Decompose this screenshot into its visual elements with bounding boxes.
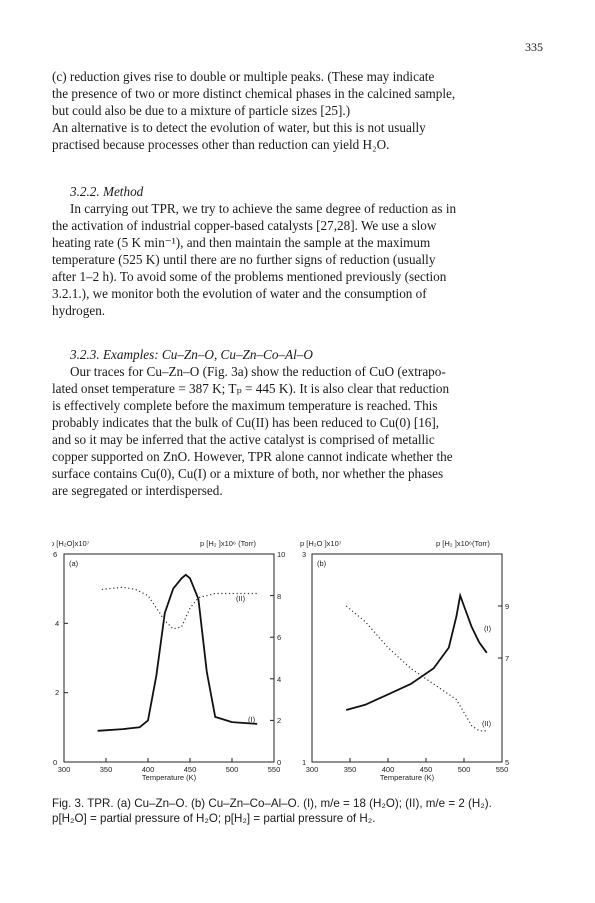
y2-tick-label: 7	[505, 654, 510, 663]
text-line: the presence of two or more distinct chemical phases in the calcined sample,	[52, 86, 456, 101]
x-tick-label: 500	[457, 765, 471, 774]
y-tick-label: 4	[55, 619, 60, 628]
figure-caption	[52, 796, 548, 826]
right-axis-label: p [H₂ ]x10⁶(Torr)	[436, 539, 490, 548]
text-line: heating rate (5 K min⁻¹), and then maintain the sample at the maximum	[52, 235, 431, 250]
text-line: (c) reduction gives rise to double or multiple peaks. (These may indicate	[52, 69, 435, 84]
text-line: but could also be due to a mixture of particle sizes [25].)	[52, 103, 351, 118]
x-tick-label: 350	[99, 765, 113, 774]
text-line: is effectively complete before the maximum temperature is reached. This	[52, 398, 438, 413]
series-line-ii	[346, 606, 487, 731]
panel-b	[300, 539, 509, 782]
text-line: surface contains Cu(0), Cu(I) or a mixture of both, nor whether the phases	[52, 466, 444, 481]
x-tick-label: 300	[305, 765, 319, 774]
text-line: are segregated or interdispersed.	[52, 483, 223, 498]
caption-line: p[H₂O] = partial pressure of H₂O; p[H₂] = partial pressure of H₂.	[52, 812, 376, 825]
figure-3	[52, 536, 552, 796]
x-axis-label: Temperature (K)	[379, 773, 435, 782]
left-axis-label: p [H₂O]x10⁷	[52, 539, 90, 548]
plot-frame	[64, 554, 274, 762]
text-line: and so it may be inferred that the active catalyst is comprised of metallic	[52, 432, 435, 447]
x-tick-label: 450	[419, 765, 433, 774]
x-tick-label: 300	[57, 765, 71, 774]
x-tick-label: 400	[381, 765, 395, 774]
paragraph-block	[52, 68, 548, 153]
series-label-i: (I)	[484, 624, 492, 633]
series-label-ii: (II)	[482, 719, 492, 728]
section-method	[52, 183, 548, 319]
y2-tick-label: 10	[277, 550, 286, 559]
series-line-ii	[102, 587, 257, 629]
y2-tick-label: 4	[277, 675, 282, 684]
x-tick-label: 550	[267, 765, 281, 774]
y2-tick-label: 5	[505, 758, 510, 767]
y-tick-label: 0	[53, 758, 58, 767]
text-line: after 1–2 h). To avoid some of the problems mentioned previously (section	[52, 269, 447, 284]
y2-tick-label: 2	[277, 716, 282, 725]
series-label-ii: (II)	[236, 594, 246, 603]
x-axis-label: Temperature (K)	[141, 773, 197, 782]
series-line-i	[346, 596, 487, 710]
x-tick-label: 500	[225, 765, 239, 774]
section-examples	[52, 346, 548, 499]
text-line: the activation of industrial copper-based catalysts [27,28]. We use a slow	[52, 218, 437, 233]
text-line: An alternative is to detect the evolution of water, but this is not usually	[52, 120, 426, 135]
y2-tick-label: 0	[277, 758, 282, 767]
text-line: 3.2.1.), we monitor both the evolution of water and the consumption of	[52, 286, 427, 301]
panel-label: (a)	[69, 559, 79, 568]
y2-tick-label: 6	[277, 633, 282, 642]
x-tick-label: 450	[183, 765, 197, 774]
y-tick-label: 2	[55, 688, 60, 697]
x-tick-label: 350	[343, 765, 357, 774]
left-axis-label: p [H₂O ]x10⁷	[300, 539, 342, 548]
y2-tick-label: 9	[505, 602, 510, 611]
text-line: lated onset temperature = 387 K; Tₚ = 445 K). It is also clear that reduction	[52, 381, 450, 396]
right-axis-label: p [H₂ ]x10⁶ (Torr)	[200, 539, 257, 548]
y2-tick-label: 8	[277, 592, 282, 601]
text-line: copper supported on ZnO. However, TPR alone cannot indicate whether the	[52, 449, 453, 464]
page-number: 335	[525, 40, 543, 54]
text-line: In carrying out TPR, we try to achieve the same degree of reduction as in	[70, 201, 457, 216]
series-line-i	[98, 575, 258, 731]
x-tick-label: 400	[141, 765, 155, 774]
section-heading: 3.2.2. Method	[70, 184, 144, 199]
plot-frame	[312, 554, 502, 762]
y-tick-label: 6	[53, 550, 58, 559]
panel-a	[52, 539, 285, 782]
x-tick-label: 550	[495, 765, 509, 774]
panel-label: (b)	[317, 559, 327, 568]
text-line: practised because processes other than reduction can yield H₂O.	[52, 137, 390, 152]
section-heading: 3.2.3. Examples: Cu–Zn–O, Cu–Zn–Co–Al–O	[70, 347, 313, 362]
text-line: probably indicates that the bulk of Cu(II) has been reduced to Cu(0) [16],	[52, 415, 440, 430]
series-label-i: (I)	[248, 715, 256, 724]
text-line: Our traces for Cu–Zn–O (Fig. 3a) show the reduction of CuO (extrapo-	[70, 364, 446, 379]
text-line: hydrogen.	[52, 303, 106, 318]
y-tick-label: 1	[302, 758, 307, 767]
y-tick-label: 3	[302, 550, 307, 559]
tpr-figure	[52, 536, 552, 791]
caption-line: Fig. 3. TPR. (a) Cu–Zn–O. (b) Cu–Zn–Co–Al–O. (I), m/e = 18 (H₂O); (II), m/e = 2 (H₂).	[52, 797, 492, 810]
text-line: temperature (525 K) until there are no further signs of reduction (usually	[52, 252, 436, 267]
